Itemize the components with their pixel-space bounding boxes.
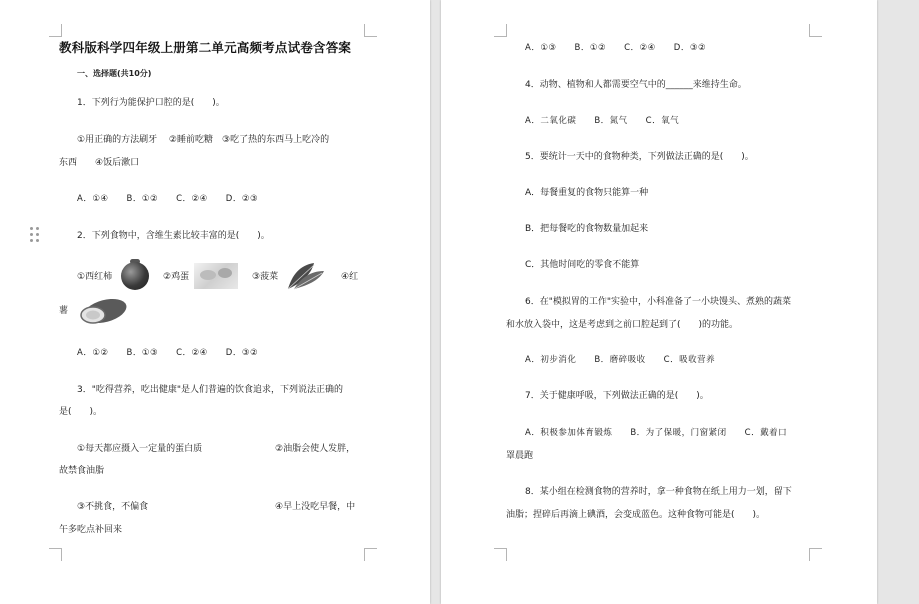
- question-3-stem-continued: 是( )。: [59, 407, 103, 417]
- question-7-options-continued: 罩晨跑: [506, 451, 534, 461]
- question-3-choice-1: ①每天都应摄入一定量的蛋白质: [77, 444, 203, 454]
- question-1-options: A．①④ B．①② C．②④ D．②③: [77, 194, 259, 204]
- crop-mark-top-left: [494, 24, 507, 37]
- question-8-stem-continued: 油脂；捏碎后再滴上碘酒，会变成蓝色。这种食物可能是( )。: [506, 510, 766, 520]
- question-2-item-4-continued: 薯: [59, 306, 69, 316]
- question-3-choice-4: ④早上没吃早餐，中: [275, 502, 356, 512]
- question-3-choice-4-continued: 午多吃点补回来: [59, 525, 123, 535]
- question-7-stem: 7．关于健康呼吸，下列做法正确的是( )。: [525, 391, 709, 401]
- question-2-item-3: ③菠菜: [252, 272, 279, 282]
- question-3-stem: 3．"吃得营养，吃出健康"是人们普遍的饮食追求，下列说法正确的: [77, 385, 344, 395]
- question-2-item-1: ①西红柿: [77, 272, 113, 282]
- egg-icon-part: [200, 270, 216, 280]
- question-3-choice-2-continued: 故禁食油脂: [59, 466, 105, 476]
- document-page-2: [441, 0, 877, 604]
- egg-icon-part: [218, 268, 232, 278]
- question-2-item-4: ④红: [341, 272, 359, 282]
- question-3-choice-2: ②油脂会使人发胖，: [275, 444, 356, 454]
- crop-mark-bottom-left: [49, 548, 62, 561]
- question-5-option-c: C．其他时间吃的零食不能算: [525, 260, 640, 270]
- question-3-options: A．①③ B．①② C．②④ D．③②: [525, 43, 707, 53]
- question-1-stem: 1．下列行为能保护口腔的是( )。: [77, 98, 225, 108]
- crop-mark-top-right: [809, 24, 822, 37]
- question-3-choice-3: ③不挑食，不偏食: [77, 502, 149, 512]
- document-page-1: [0, 0, 430, 604]
- crop-mark-top-left: [49, 24, 62, 37]
- crop-mark-top-right: [364, 24, 377, 37]
- drag-handle-icon[interactable]: [30, 227, 40, 243]
- question-6-stem: 6．在"模拟胃的工作"实验中，小科准备了一小块馒头、煮熟的蔬菜: [525, 297, 792, 307]
- question-1-choices-line2: 东西 ④饭后漱口: [59, 158, 140, 168]
- question-4-options: A．二氧化碳 B．氮气 C．氧气: [525, 116, 680, 126]
- section-heading: 一、选择题(共10分): [77, 69, 152, 78]
- question-5-option-b: B．把每餐吃的食物数量加起来: [525, 224, 649, 234]
- question-5-stem: 5．要统计一天中的食物种类，下列做法正确的是( )。: [525, 152, 754, 162]
- question-2-item-2: ②鸡蛋: [163, 272, 190, 282]
- crop-mark-bottom-left: [494, 548, 507, 561]
- question-6-stem-continued: 和水放入袋中，这是考虑到之前口腔起到了( )的功能。: [506, 320, 739, 330]
- question-8-stem: 8．某小组在检测食物的营养时，拿一种食物在纸上用力一划，留下: [525, 487, 792, 497]
- crop-mark-bottom-right: [364, 548, 377, 561]
- question-2-stem: 2．下列食物中，含维生素比较丰富的是( )。: [77, 231, 270, 241]
- sweet-potato-icon: [75, 296, 129, 326]
- question-5-option-a: A．每餐重复的食物只能算一种: [525, 188, 649, 198]
- spinach-icon: [284, 261, 326, 291]
- document-title: 教科版科学四年级上册第二单元高频考点试卷含答案: [59, 40, 352, 55]
- question-1-choices-line1: ①用正确的方法刷牙 ②睡前吃糖 ③吃了热的东西马上吃冷的: [77, 135, 330, 145]
- question-6-options: A．初步消化 B．磨碎吸收 C．吸收营养: [525, 355, 716, 365]
- tomato-icon: [121, 262, 149, 290]
- crop-mark-bottom-right: [809, 548, 822, 561]
- question-2-options: A．①② B．①③ C．②④ D．③②: [77, 348, 259, 358]
- question-4-stem: 4．动物、植物和人都需要空气中的______来维持生命。: [525, 80, 747, 90]
- question-7-options: A．积极参加体育锻炼 B．为了保暖，门窗紧闭 C．戴着口: [525, 428, 788, 438]
